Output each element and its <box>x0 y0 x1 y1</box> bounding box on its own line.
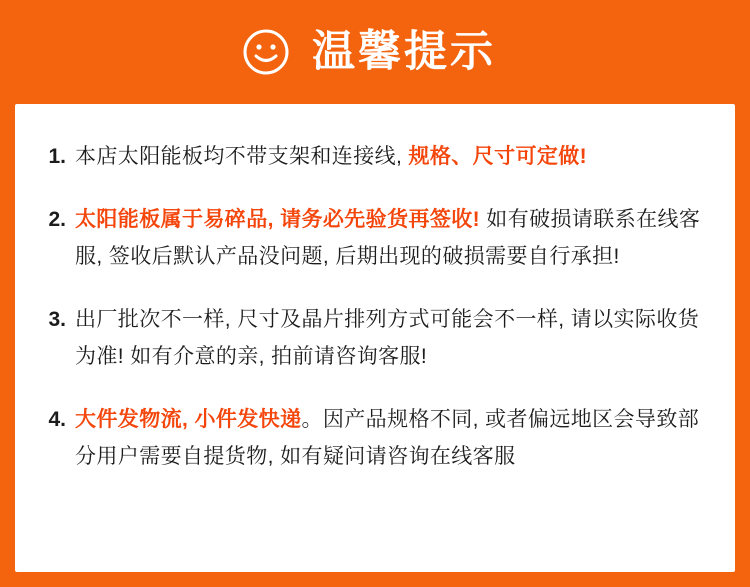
banner-header <box>0 0 750 104</box>
list-item-text <box>75 301 705 375</box>
smiley-face-icon <box>242 28 290 76</box>
list-item-segment: 本店太阳能板均不带支架和连接线, <box>75 145 409 168</box>
list-item-text <box>75 138 705 175</box>
list-item <box>41 138 705 175</box>
list-item-text <box>75 201 705 275</box>
list-item-segment: 。因产品规格不同, 或者偏远地区会导致部分用户需要自提货物, 如有疑问请咨询在线客服 <box>75 408 700 468</box>
list-item-segment: 出厂批次不一样, 尺寸及晶片排列方式可能会不一样, 请以实际收货为准! 如有介意的亲, 拍前请咨询客服! <box>75 308 700 368</box>
banner-header-inner <box>242 28 496 76</box>
list-item-text <box>75 401 705 475</box>
list-item-number: 1. <box>48 145 66 168</box>
list-item <box>41 201 705 275</box>
list-item-number: 2. <box>48 208 66 231</box>
page-title: 温馨提示 <box>312 27 496 76</box>
list-item-number: 4. <box>48 408 66 431</box>
list-item-segment-highlight: 大件发物流, 小件发快递 <box>75 408 302 431</box>
list-item-segment-highlight: 规格、尺寸可定做! <box>408 145 588 168</box>
list-item-number: 3. <box>48 308 66 331</box>
list-item <box>41 401 705 475</box>
list-item-segment: 如有破损请联系在线客服, 签收后默认产品没问题, 后期出现的破损需要自行承担! <box>75 208 701 268</box>
list-item <box>41 301 705 375</box>
list-item-segment-highlight: 太阳能板属于易碎品, 请务必先验货再签收! <box>75 208 481 231</box>
notice-card <box>15 104 735 572</box>
